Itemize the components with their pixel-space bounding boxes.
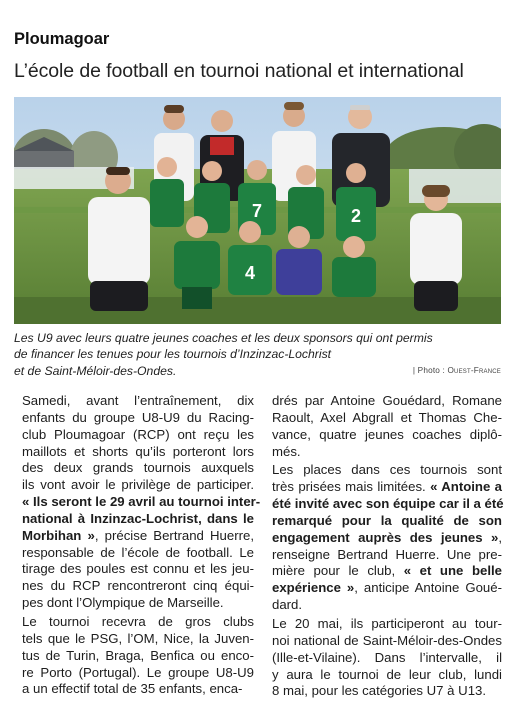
- body-paragraph: [262, 462, 502, 614]
- body-text-line: nes du RCP rencontreront cinq équi-: [22, 578, 254, 594]
- body-text-line: re Porto (Portugal). Le groupe U8-U9: [22, 664, 254, 680]
- body-text-line: renseigne Bertrand Huerre. Une pre-: [272, 546, 502, 562]
- body-paragraph: [262, 616, 502, 700]
- body-text-line: (Ille-et-Vilaine). Dans l’intervalle, il: [272, 649, 502, 665]
- body-paragraph: [262, 393, 502, 460]
- body-text-line: 8 mai, pour les catégories U7 à U13.: [272, 683, 487, 699]
- body-text-line: Les places dans ces tournois sont: [272, 462, 502, 478]
- body-text-line: enfants du groupe U8-U9 du Racing-: [22, 409, 254, 425]
- body-text-line: més.: [272, 443, 301, 459]
- body-text-line: engagement auprès des jeunes »,: [272, 529, 502, 545]
- body-text-line: expérience », anticipe Antoine Goué-: [272, 580, 502, 596]
- body-text-line: très prisées mais limitées. « Antoine a: [272, 479, 502, 495]
- body-text-line: drés par Antoine Gouédard, Romane: [272, 393, 502, 408]
- body-text-line: ils vont avoir le privilège de participer.: [22, 477, 254, 493]
- body-text-line: Le 20 mai, ils participeront au tour-: [272, 615, 502, 631]
- jersey-number: 7: [251, 201, 263, 221]
- body-text-line: été invité avec son équipe car il a été: [272, 496, 504, 512]
- body-text-line: Raoult, Axel Abgrall et Thomas Che-: [272, 409, 502, 425]
- article-column-1: [12, 393, 261, 698]
- body-text-line: club Ploumagoar (RCP) ont reçu les: [22, 426, 254, 442]
- jersey-number: 2: [350, 206, 362, 226]
- body-text-line: tus de Turin, Braga, Benfica ou enco-: [22, 647, 254, 663]
- body-text-line: noi national de Saint-Méloir-des-Ondes: [272, 632, 502, 648]
- body-text-line: tels que le PSG, l’OM, Nice, la Juven-: [22, 630, 254, 646]
- article-column-2: [262, 393, 502, 700]
- body-text-line: des deux grands tournois auxquels: [22, 460, 254, 476]
- body-text-line: a un effectif total de 35 enfants, enca-: [22, 681, 243, 697]
- article-kicker: Ploumagoar: [14, 30, 110, 48]
- jersey-number: 4: [244, 263, 256, 283]
- body-text-line: tirage des poules est connu et les jeu-: [22, 561, 254, 577]
- body-text-line: responsable de l’école de football. Le: [22, 544, 254, 560]
- body-text-line: Morbihan », précise Bertrand Huerre,: [22, 527, 254, 543]
- caption-line: de financer les tenues pour les tournois d’Inzinzac-Lochrist: [14, 347, 332, 362]
- body-paragraph: [12, 614, 254, 698]
- credit-source: Ouest-France: [447, 366, 501, 375]
- article-headline: L’école de football en tournoi national et international: [14, 60, 464, 82]
- body-text-line: remarqué pour la qualité de son: [272, 512, 502, 528]
- body-paragraph: [12, 393, 261, 612]
- body-text-line: y aura le tournoi de leur club, lundi: [272, 666, 502, 682]
- body-text-line: Le tournoi recevra de gros clubs: [22, 613, 254, 629]
- body-text-line: vance, quatre jeunes coaches diplô-: [272, 426, 502, 442]
- body-text-line: dard.: [272, 597, 303, 613]
- body-text-line: national à Inzinzac-Lochrist, dans le: [22, 510, 254, 526]
- photo-caption: [14, 330, 433, 379]
- photo-credit: | Photo : Ouest-France: [412, 366, 501, 375]
- caption-line: Les U9 avec leurs quatre jeunes coaches et les deux sponsors qui ont permis: [14, 331, 433, 345]
- team-photo: [14, 97, 501, 324]
- body-text-line: maillots et shorts qu’ils porteront lors: [22, 443, 254, 459]
- body-text-line: pes dont l’Olympique de Marseille.: [22, 595, 224, 611]
- body-text-line: « Ils seront le 29 avril au tournoi inter-: [22, 494, 261, 510]
- caption-line: et de Saint-Méloir-des-Ondes.: [14, 363, 177, 378]
- body-text-line: Samedi, avant l’entraînement, dix: [22, 393, 254, 408]
- body-text-line: mière pour le club, « et une belle: [272, 563, 502, 579]
